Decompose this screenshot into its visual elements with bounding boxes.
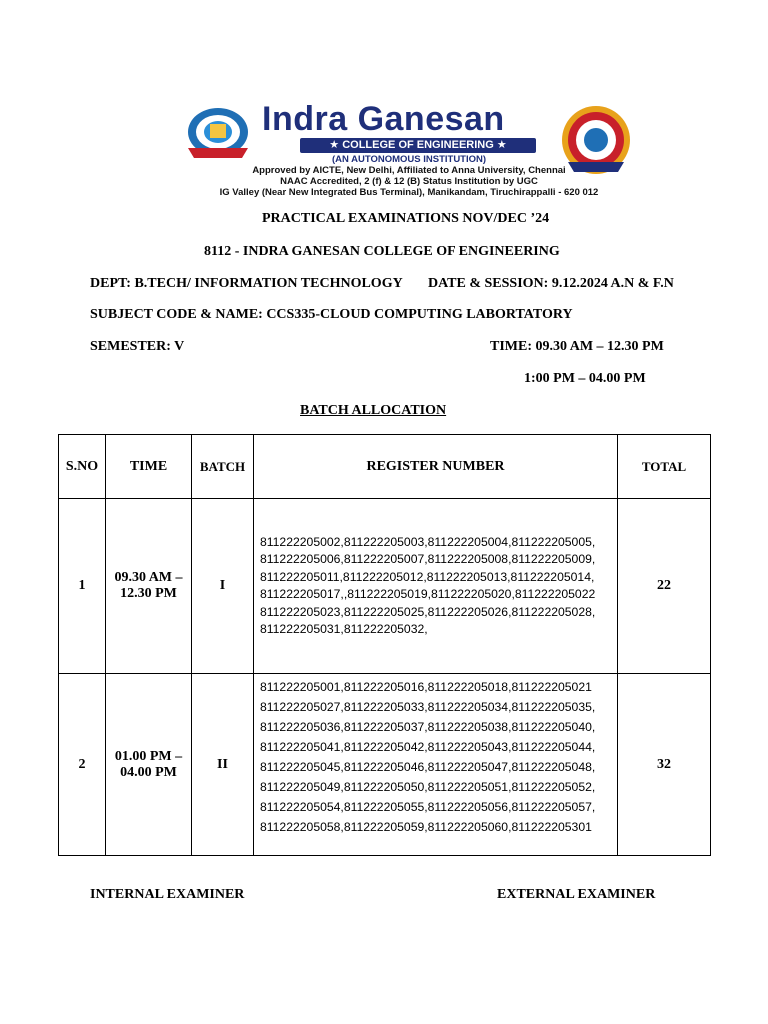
- college-name: Indra Ganesan: [262, 100, 505, 138]
- exam-title: PRACTICAL EXAMINATIONS NOV/DEC ’24: [262, 211, 550, 226]
- row-time: [106, 674, 192, 856]
- register-line: 811222205006,811222205007,811222205008,811222205009,: [260, 552, 596, 566]
- register-line: 811222205023,811222205025,811222205026,811222205028,: [260, 604, 596, 619]
- table-header-row: [59, 435, 711, 499]
- internal-examiner-label: INTERNAL EXAMINER: [90, 887, 245, 902]
- external-examiner-label: EXTERNAL EXAMINER: [497, 887, 656, 902]
- college-subtitle: ★ COLLEGE OF ENGINEERING ★: [300, 138, 536, 153]
- row-register-numbers: [254, 499, 618, 674]
- semester-line: SEMESTER: V: [90, 339, 185, 354]
- dept-line: DEPT: B.TECH/ INFORMATION TECHNOLOGY: [90, 276, 403, 291]
- college-code-line: 8112 - INDRA GANESAN COLLEGE OF ENGINEERING: [204, 244, 560, 259]
- register-line: 811222205041,811222205042,811222205043,811222205044,: [260, 740, 596, 754]
- time-end: 04.00 PM: [120, 764, 177, 780]
- date-session-line: DATE & SESSION: 9.12.2024 A.N & F.N: [428, 276, 674, 291]
- row-batch: II: [192, 674, 254, 856]
- header-batch: BATCH: [192, 435, 254, 499]
- row-total: 32: [618, 674, 711, 856]
- register-line: 811222205001,811222205016,811222205018,811222205021: [260, 680, 592, 694]
- time-end: 12.30 PM: [120, 586, 177, 601]
- time-start: 01.00 PM –: [114, 748, 183, 764]
- register-line: 811222205031,811222205032,: [260, 622, 428, 636]
- time-line-2: 1:00 PM – 04.00 PM: [524, 371, 646, 386]
- autonomous-line: (AN AUTONOMOUS INSTITUTION): [331, 154, 487, 165]
- section-title: BATCH ALLOCATION: [300, 403, 447, 418]
- header-time: TIME: [106, 435, 192, 499]
- time-start: 09.30 AM –: [114, 570, 183, 585]
- batch-allocation-table: [58, 434, 711, 856]
- register-line: 811222205036,811222205037,811222205038,811222205040,: [260, 720, 596, 734]
- subject-line: SUBJECT CODE & NAME: CCS335-CLOUD COMPUTING LABORTATORY: [90, 307, 573, 322]
- row-register-numbers: [254, 674, 618, 856]
- college-emblem-right-logo: [558, 102, 634, 178]
- register-line: 811222205027,811222205033,811222205034,811222205035,: [260, 700, 596, 714]
- register-line: 811222205017,,811222205019,811222205020,811222205022: [260, 587, 596, 601]
- header-sno: S.NO: [59, 435, 106, 499]
- header-total: TOTAL: [618, 435, 711, 499]
- row-time: [106, 499, 192, 674]
- header-register-number: REGISTER NUMBER: [254, 435, 618, 499]
- register-line: 811222205054,811222205055,811222205056,811222205057,: [260, 800, 596, 814]
- register-line: 811222205058,811222205059,811222205060,811222205301: [260, 820, 592, 834]
- register-line: 811222205002,811222205003,811222205004,811222205005,: [260, 534, 596, 549]
- time-line-1: TIME: 09.30 AM – 12.30 PM: [490, 339, 664, 354]
- register-line: 811222205011,811222205012,811222205013,811222205014,: [260, 569, 595, 584]
- row-batch: I: [192, 499, 254, 674]
- register-line: 811222205045,811222205046,811222205047,811222205048,: [260, 760, 596, 774]
- register-line: 811222205049,811222205050,811222205051,811222205052,: [260, 780, 596, 794]
- row-sno: 1: [59, 499, 106, 674]
- row-sno: 2: [59, 674, 106, 856]
- naac-line: NAAC Accredited, 2 (f) & 12 (B) Status Institution by UGC: [280, 176, 538, 187]
- address-line: IG Valley (Near New Integrated Bus Terminal), Manikandam, Tiruchirappalli - 620 012: [219, 187, 599, 198]
- approval-line: Approved by AICTE, New Delhi, Affiliated to Anna University, Chennai: [252, 165, 566, 176]
- table-row: [59, 499, 711, 674]
- row-total: 22: [618, 499, 711, 674]
- table-row: [59, 674, 711, 856]
